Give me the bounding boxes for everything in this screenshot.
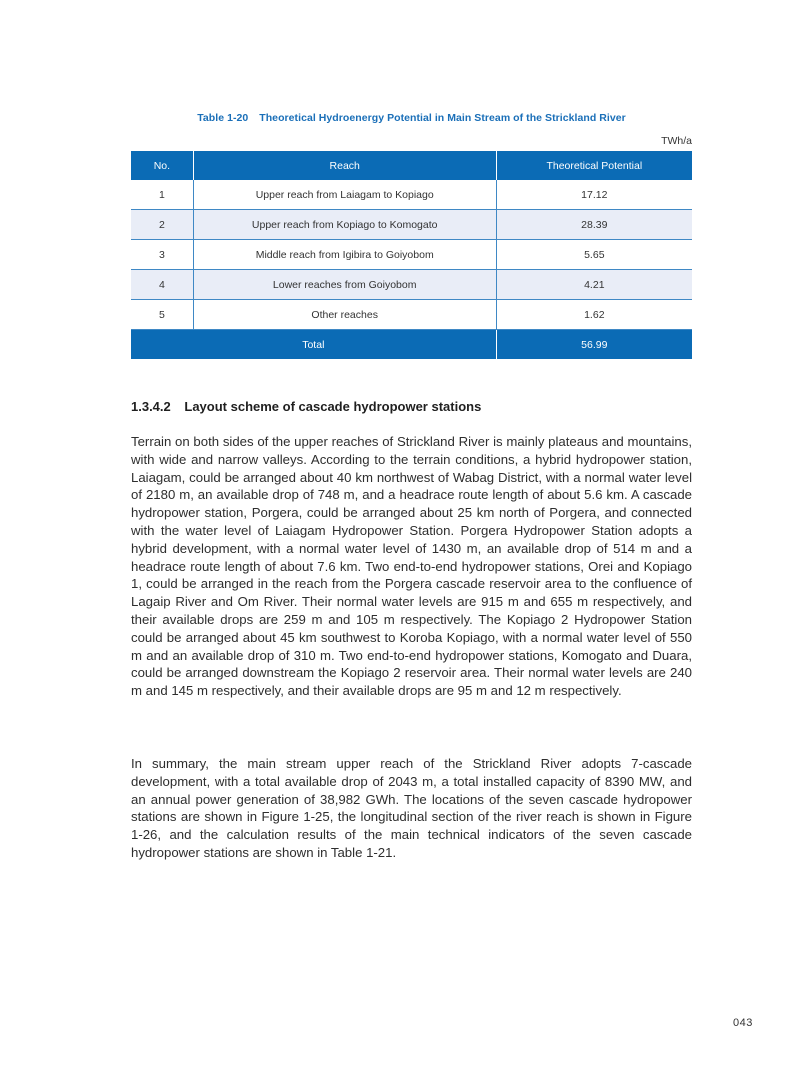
cell-potential: 28.39 <box>496 210 692 240</box>
total-label: Total <box>131 330 496 360</box>
page-number: 043 <box>733 1017 753 1029</box>
table-row <box>131 300 692 330</box>
cell-potential: 5.65 <box>496 240 692 270</box>
header-no: No. <box>131 151 193 180</box>
body-paragraph-summary: In summary, the main stream upper reach of the Strickland River adopts 7-cascade development, with a total available drop of 2043 m, a total installed capacity of 8390 MW, and an annual power generation of 38,982 GWh. The locations of the seven cascade hydropower stations are shown in Figure 1-25, the longitudinal section of the river reach is shown in Figure 1-26, and the calculation results of the main technical indicators of the seven cascade hydropower stations are shown in Table 1-21. <box>131 756 692 860</box>
table-row <box>131 210 692 240</box>
section-heading <box>131 399 481 414</box>
table-caption <box>131 112 692 124</box>
table-row <box>131 270 692 300</box>
cell-reach: Middle reach from Igibira to Goiyobom <box>193 240 496 270</box>
total-potential: 56.99 <box>496 330 692 360</box>
section-title: Layout scheme of cascade hydropower stations <box>184 399 482 414</box>
cell-potential: 17.12 <box>496 180 692 210</box>
cell-no: 2 <box>131 210 193 240</box>
section-number: 1.3.4.2 <box>131 399 171 414</box>
cell-potential: 4.21 <box>496 270 692 300</box>
table-caption-title: Theoretical Hydroenergy Potential in Main Stream of the Strickland River <box>259 112 626 124</box>
cell-no: 3 <box>131 240 193 270</box>
header-theoretical-potential: Theoretical Potential <box>496 151 692 180</box>
table-row <box>131 180 692 210</box>
cell-reach: Lower reaches from Goiyobom <box>193 270 496 300</box>
table-row <box>131 240 692 270</box>
cell-no: 1 <box>131 180 193 210</box>
cell-no: 4 <box>131 270 193 300</box>
table-header-row <box>131 151 692 180</box>
header-reach: Reach <box>193 151 496 180</box>
table-caption-number: Table 1-20 <box>197 112 249 124</box>
cell-no: 5 <box>131 300 193 330</box>
hydroenergy-potential-table <box>131 151 692 359</box>
table-unit: TWh/a <box>661 135 692 147</box>
cell-reach: Other reaches <box>193 300 496 330</box>
cell-reach: Upper reach from Laiagam to Kopiago <box>193 180 496 210</box>
cell-reach: Upper reach from Kopiago to Komogato <box>193 210 496 240</box>
body-paragraph-terrain: Terrain on both sides of the upper reaches of Strickland River is mainly plateaus and mountains, with wide and narrow valleys. According to the terrain conditions, a hybrid hydropower station, Laiagam, could be arranged about 40 km northwest of Wabag District, with a normal water level of 2180 m, an available drop of 748 m, and a headrace route length of about 5.6 km. A cascade hydropower station, Porgera, could be arranged about 25 km north of Porgera, and connected with the water level of Laiagam Hydropower Station. Porgera Hydropower Station adopts a hybrid development, with a normal water level of 1430 m, an available drop of 514 m and a headrace route length of about 7.6 km. Two end-to-end hydropower stations, Orei and Kopiago 1, could be arranged in the reach from the Porgera cascade reservoir area to the confluence of Lagaip River and Om River. Their normal water levels are 915 m and 655 m respectively, and their available drops are 259 m and 105 m respectively. The Kopiago 2 Hydropower Station could be arranged about 45 km southwest to Koroba Kopiago, with a normal water level of 550 m and an available drop of 310 m. Two end-to-end hydropower stations, Komogato and Duara, could be arranged downstream the Kopiago 2 reservoir area. Their normal water levels are 240 m and 145 m respectively, and their available drops are 95 m and 12 m respectively. <box>131 434 692 699</box>
table-total-row <box>131 330 692 360</box>
cell-potential: 1.62 <box>496 300 692 330</box>
